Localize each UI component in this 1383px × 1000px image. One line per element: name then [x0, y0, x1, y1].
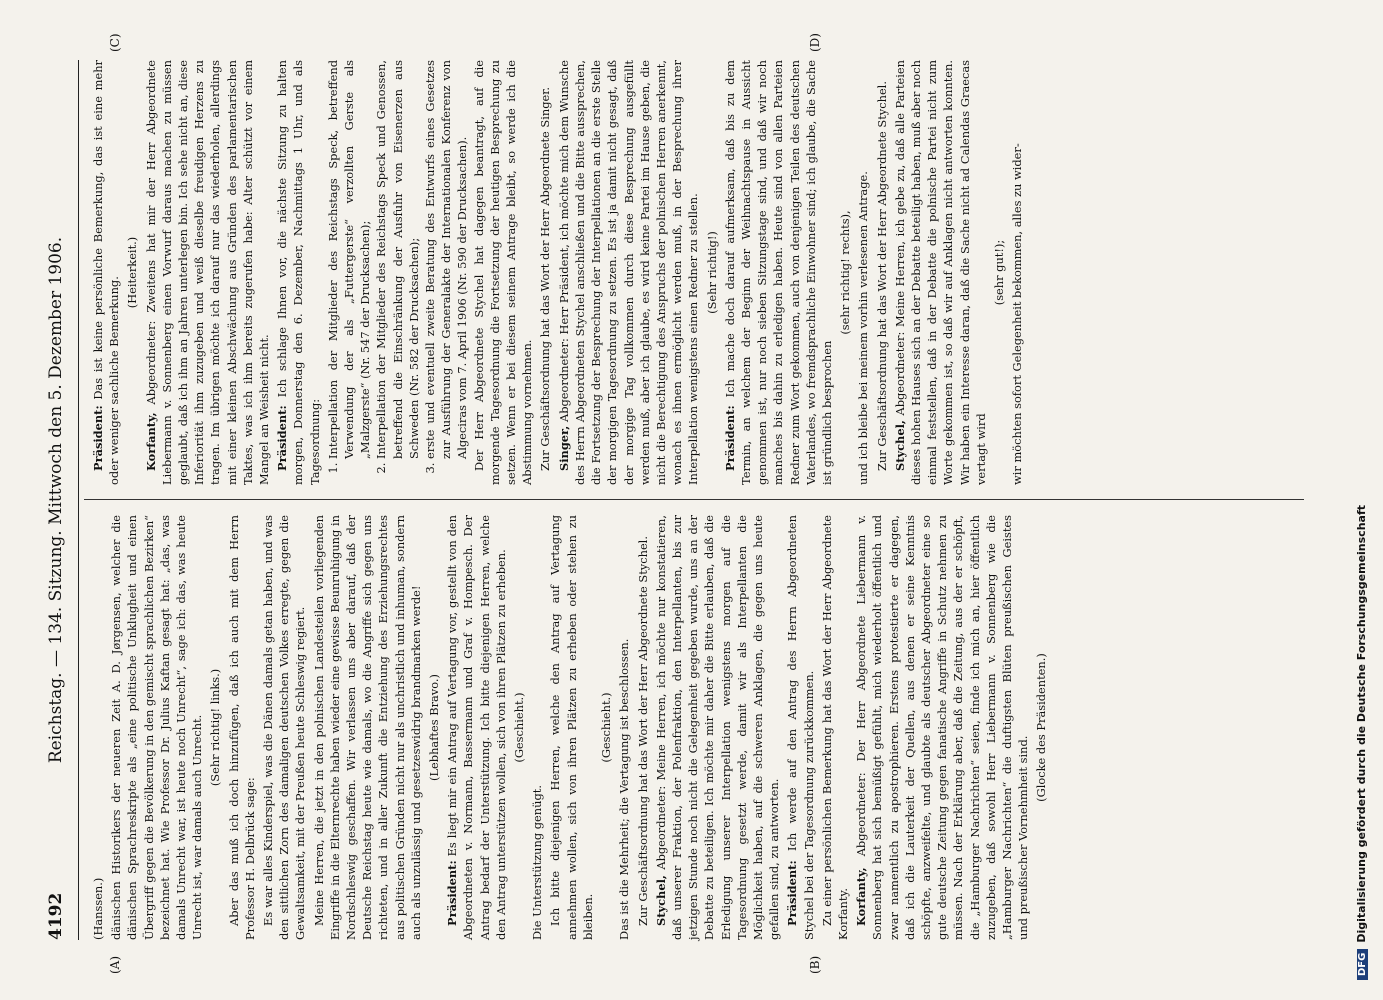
paragraph: (Hanssen.) [91, 877, 105, 940]
paragraph: Stychel, Abgeordneter: Meine Herren, ich gebe zu, daß alle Parteien dieses hohen Hauses sich an der Debatte beteiligt haben, muß aber noch einmal feststellen, daß in der Debatte die polnische Partei nicht zum Worte gekommen ist, so daß wir auf Anklagen nicht antworten konnten. Wir haben ein Interesse daran, daß die Sache nicht ad Calendas Graecas vertagt wird [892, 60, 988, 485]
paragraph: (Glocke des Präsidenten.) [1034, 653, 1049, 802]
page-number: 4192 [46, 892, 66, 940]
right-column [90, 60, 1027, 485]
paragraph: und ich bleibe bei meinem vorhin verlesenen Antrage. [856, 171, 871, 485]
paragraph: Singer, Abgeordneter: Herr Präsident, ich möchte mich dem Wunsche des Herrn Abgeordneten Stychel anschließen und die Bitte aussprechen, die Fortsetzung der Besprechung der Interpellationen an die erste Stelle der morgigen Tagesordnung zu setzen. Es ist ja damit nicht gesagt, daß der morgige Tag vollkommen durch diese Besprechung ausgefüllt werden muß, aber ich glaube, es wird keine Partei im Hause geben, die nicht die Berechtigung des Anspruchs der polnischen Herren anerkennt, wonach es ihnen ermöglicht werden muß, in der Besprechung ihrer Interpellation wenigstens einen Redner zu stellen. [556, 60, 701, 485]
agenda-list [325, 60, 471, 485]
paragraph: Aber das muß ich doch hinzufügen, daß ich auch mit dem Herrn Professor H. Delbrück sage: [226, 515, 257, 940]
margin-mark-b: (B) [808, 955, 822, 974]
speaker-name: Stychel, [892, 420, 907, 471]
paragraph: (Heiterkeit.) [125, 236, 140, 309]
paragraph: Korfanty, Abgeordneter: Zweitens hat mir der Herr Abgeordnete Liebermann v. Sonnenberg einen Vorwurf daraus machen zu müssen geglaubt, daß ich ihm an Jahren unterlegen bin. Ich sehe nicht an, diese Inferiorität ihm zuzugeben und weiß dieselbe freudigen Herzens zu tragen. Im übrigen möchte ich darauf nur das wiederholen, allerdings mit einer kleinen Abschwächung aus Gründen des parlamentarischen Taktes, was ich ihm bereits zugerufen habe: Alter schützt vor einem Mangel an Weisheit nicht. [143, 60, 272, 485]
paragraph: Korfanty, Abgeordneter: Der Herr Abgeordnete Liebermann v. Sonnenberg hat sich bemüßigt gefühlt, mich wiederholt öffentlich und zwar namentlich zu apostrophieren. Erstens protestierte er dagegen, daß ich die Lauterkeit der Quellen, aus denen er seine Kenntnis schöpfte, anzweifelte, und glaubte als deutscher Abgeordneter eine so gute deutsche Zeitung gegen fanatische Angriffe in Schutz nehmen zu müssen. Nach der Erklärung aber, daß die Zeitung, aus der er schöpft, die „Hamburger Nachrichten“ seien, finde ich mich an, hier öffentlich zuzugeben, daß sowohl Herr Liebermann v. Sonnenberg wie die „Hamburger Nachrichten“ die duftigsten Blüten preußischen Geistes und preußischer Vornehmheit sind. [854, 515, 1031, 940]
paragraph: wir möchten sofort Gelegenheit bekommen, alles zu wider- [1010, 143, 1025, 485]
paragraph: (Geschieht.) [512, 692, 527, 763]
paragraph: Präsident: Ich werde auf den Antrag des Herrn Abgeordneten Stychel bei der Tagesordnung zurückkommen. [785, 515, 816, 940]
paragraph: Es war alles Kinderspiel, was die Dänen damals getan haben, und was den sittlichen Zorn des damaligen deutschen Volkes erregte, gegen die Gewaltsamkeit, mit der Preußen heute Schleswig regiert. [261, 515, 308, 940]
paragraph: (Sehr richtig!) [704, 231, 719, 314]
agenda-item: 3. erste und eventuell zweite Beratung des Entwurfs eines Gesetzes zur Ausführung der Generalakte der Internationalen Konferenz von Algeciras vom 7. April 1906 (Nr. 590 der Drucksachen). [422, 60, 471, 459]
paragraph: Präsident: Ich schlage Ihnen vor, die nächste Sitzung zu halten morgen, Donnerstag den 6. Dezember, Nachmittags 1 Uhr, und als Tagesordnung: [275, 60, 322, 485]
speaker-name: Korfanty, [143, 412, 158, 471]
paragraph: (sehr richtig! rechts), [838, 210, 853, 335]
digitization-credit [1355, 20, 1375, 980]
paragraph: Präsident: Das ist keine persönliche Bemerkung, das ist eine mehr oder weniger sachliche Bemerkung. [91, 60, 122, 485]
agenda-item: 1. Interpellation der Mitglieder des Reichstags Speck, betreffend Verwendung der als „Futtergerste“ verzollten Gerste als „Malzgerste“ (Nr. 547 der Drucksachen); [325, 60, 374, 459]
speaker-name: Präsident: [275, 405, 290, 471]
left-column [90, 515, 1052, 940]
paragraph: Stychel, Abgeordneter: Meine Herren, ich möchte nur konstatieren, daß unserer Fraktion, der Polenfraktion, den Interpellanten, bis zur jetzigen Stunde noch nicht die Gelegenheit gegeben wurde, uns an der Debatte zu beteiligen. Ich möchte mir daher die Bitte erlauben, daß die Erledigung unserer Interpellation wenigstens morgen auf die Tagesordnung gesetzt werde, damit wir als Interpellanten die Möglichkeit haben, auf die schweren Anklagen, die gegen uns heute gefallen sind, zu antworten. [653, 515, 782, 940]
paragraph: Ich bitte diejenigen Herren, welche den Antrag auf Vertagung annehmen wollen, sich von ihren Plätzen zu erheben oder stehen zu bleiben. [548, 515, 595, 940]
running-head: Reichstag. — 134. Sitzung. Mittwoch den 5. Dezember 1906. [46, 236, 66, 764]
paragraph: Präsident: Ich mache doch darauf aufmerksam, daß bis zu dem Termin, an welchem der Beginn der Weihnachtspause in Aussicht genommen ist, nur noch sieben Sitzungstage sind, und daß wir noch manches bis dahin zu erledigen haben. Heute sind von allen Parteien Redner zum Wort gekommen, auch von denjenigen Teilen des deutschen Vaterlandes, wo fremdsprachliche Einwohner sind; ich glaube, die Sache ist gründlich besprochen [722, 60, 834, 485]
speaker-name: Stychel, [653, 875, 668, 926]
paragraph: Präsident: Es liegt mir ein Antrag auf Vertagung vor, gestellt von den Abgeordneten v. Normann, Bassermann und Graf v. Hompesch. Der Antrag bedarf der Unterstützung. Ich bitte diejenigen Herren, welche den Antrag unterstützen wollen, sich von ihren Plätzen zu erheben. [445, 515, 508, 940]
document-page [38, 33, 1318, 974]
margin-mark-d: (D) [808, 33, 822, 52]
agenda-item: 2. Interpellation der Mitglieder des Reichstags Speck und Genossen, betreffend die Einschränkung der Ausfuhr von Eisenerzen aus Schweden (Nr. 582 der Drucksachen); [373, 60, 422, 459]
speaker-name: Korfanty, [854, 867, 869, 926]
paragraph: Zu einer persönlichen Bemerkung hat das Wort der Herr Abgeordnete Korfanty. [819, 515, 850, 940]
speaker-name: Singer, [556, 425, 571, 471]
dfg-logo: DFG [1357, 949, 1368, 980]
paragraph: Das ist die Mehrheit; die Vertagung ist beschlossen. [617, 638, 632, 940]
paragraph: (sehr gut!); [991, 239, 1006, 306]
speaker-name: Präsident: [722, 405, 737, 471]
paragraph: Zur Geschäftsordnung hat das Wort der Herr Abgeordnete Stychel. [635, 536, 650, 926]
paragraph: Meine Herren, die jetzt in den polnischen Landesteilen vorliegenden Eingriffe in die Elternrechte haben wieder eine gewisse Beunruhigung in Nordschleswig geschaffen. Wir verlassen uns aber darauf, daß der Deutsche Reichstag heute wie damals, wo die Angriffe sich gegen uns richteten, und in aller Zukunft die Entziehung des Erziehungsrechtes aus politischen Gründen nicht nur als unchristlich und inhuman, sondern auch als unzulässig und gesetzeswidrig brandmarken werde! [311, 515, 423, 940]
paragraph: Zur Geschäftsordnung hat das Wort der Herr Abgeordnete Singer. [538, 86, 553, 471]
paragraph: (Sehr richtig! links.) [208, 668, 223, 787]
paragraph: (Lebhaftes Bravo.) [427, 674, 442, 781]
column-divider [84, 499, 1304, 500]
credit-text: Digitalisierung gefördert durch die Deutsche Forschungsgemeinschaft [1355, 504, 1368, 943]
paragraph: Die Unterstützung genügt. [530, 785, 545, 940]
paragraph: (Geschieht.) [599, 692, 614, 763]
running-header [38, 60, 79, 940]
speaker-name: Präsident: [445, 860, 460, 926]
paragraph: Zur Geschäftsordnung hat das Wort der Herr Abgeordnete Stychel. [874, 81, 889, 471]
margin-mark-c: (C) [108, 33, 122, 52]
speaker-name: Präsident: [91, 405, 105, 471]
speaker-name: Präsident: [785, 860, 800, 926]
credit-line [1355, 20, 1375, 980]
margin-mark-a: (A) [108, 955, 122, 974]
paragraph: dänischen Historikers der neueren Zeit A. D. Jørgensen, welcher die dänischen Sprachreskripte als „eine politische Unklugheit und einen Übergriff gegen die Bevölkerung in den gemischt sprachlichen Bezirken“ bezeichnet hat. Wie Professor Dr. Julius Kaftan gesagt hat: „das, was damals Unrecht war, ist heute noch Unrecht“, sage ich: das, was heute Unrecht ist, war damals auch Unrecht. [109, 515, 205, 940]
paragraph: Der Herr Abgeordnete Stychel hat dagegen beantragt, auf die morgende Tagesordnung die Fortsetzung der heutigen Besprechung zu setzen. Wenn er bei diesem seinem Antrage bleibt, so werde ich die Abstimmung vornehmen. [471, 60, 535, 485]
